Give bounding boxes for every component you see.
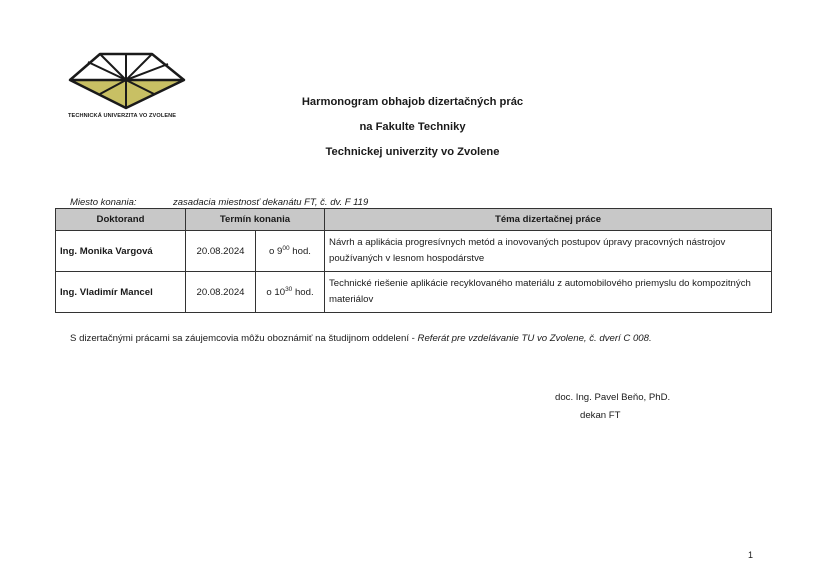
table-row — [56, 272, 772, 313]
student-name: Ing. Monika Vargová — [56, 231, 186, 272]
signatory-name: doc. Ing. Pavel Beňo, PhD. — [555, 392, 671, 403]
header-thesis-topic: Téma dizertačnej práce — [325, 209, 772, 231]
thesis-topic: Technické riešenie aplikácie recyklovaného materiálu z automobilového priemyslu do kompozitných materiálov — [325, 272, 772, 313]
info-note — [70, 333, 652, 344]
table-row — [56, 231, 772, 272]
defense-time — [256, 231, 325, 272]
header-date-time: Termín konania — [186, 209, 325, 231]
defense-date: 20.08.2024 — [186, 231, 256, 272]
logo-caption: TECHNICKÁ UNIVERZITA VO ZVOLENE — [68, 113, 177, 119]
title-line-1: Harmonogram obhajob dizertačných prác — [301, 96, 524, 108]
header-doctoral-student: Doktorand — [56, 209, 186, 231]
time-hour: o 10 — [266, 286, 286, 298]
page-number: 1 — [748, 550, 754, 560]
time-minutes: 00 — [282, 244, 290, 252]
student-name: Ing. Vladimír Mancel — [56, 272, 186, 313]
info-note-text: S dizertačnými prácami sa záujemcovia môžu oboznámiť na študijnom oddelení - — [70, 333, 418, 344]
university-logo — [64, 50, 192, 122]
time-hour: o 9 — [269, 245, 283, 257]
time-suffix: hod. — [289, 245, 311, 257]
time-suffix: hod. — [292, 286, 314, 298]
info-note-office: Referát pre vzdelávanie TU vo Zvolene, č. dverí C 008. — [417, 333, 652, 344]
table-header-row — [56, 209, 772, 231]
signatory-role: dekan FT — [580, 410, 621, 421]
defense-date: 20.08.2024 — [186, 272, 256, 313]
place-row — [70, 197, 369, 208]
thesis-topic: Návrh a aplikácia progresívnych metód a inovovaných postupov úpravy pracovných nástrojov používaných v lesnom hospodárstve — [325, 231, 772, 272]
title-line-2: na Fakulte Techniky — [359, 121, 466, 133]
schedule-table — [55, 208, 772, 313]
place-label: Miesto konania: — [70, 197, 137, 208]
defense-time — [256, 272, 325, 313]
title-line-3: Technickej univerzity vo Zvolene — [325, 146, 500, 158]
time-minutes: 30 — [285, 285, 293, 293]
place-value: zasadacia miestnosť dekanátu FT, č. dv. F 119 — [173, 197, 369, 208]
